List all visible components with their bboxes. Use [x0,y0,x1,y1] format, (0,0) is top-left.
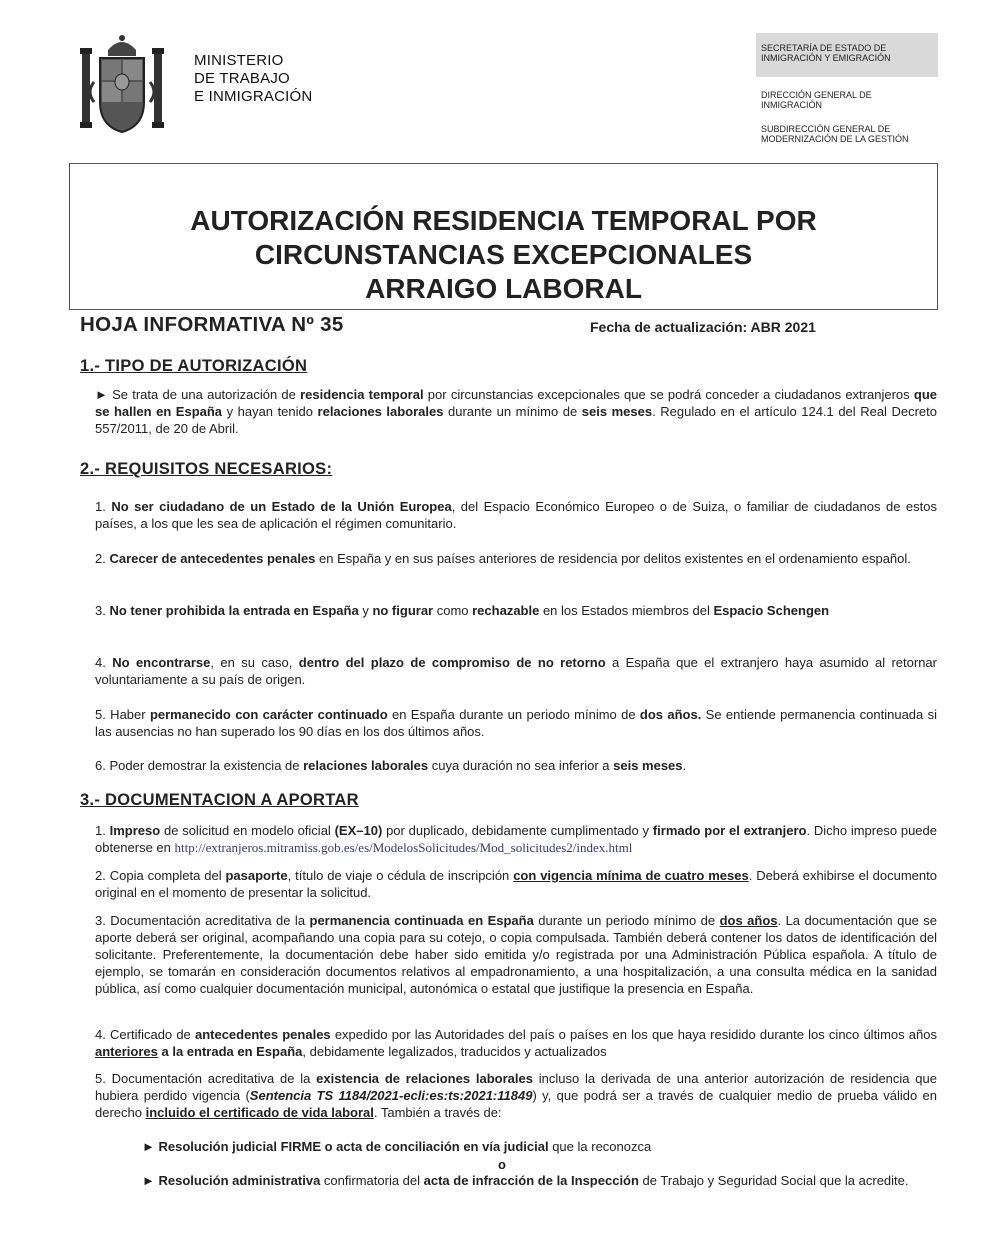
ministry-line-3: E INMIGRACIÓN [194,88,313,105]
ministry-line-1: MINISTERIO [194,52,284,69]
ministry-name [194,52,312,106]
documento-2: 2. Copia completa del pasaporte, título de viaje o cédula de inscripción con vigencia mínima de cuatro meses. Deberá exhibirse el documento original en el momento de presentar la solicitud. [95,868,937,900]
requisito-4: 4. No encontrarse, en su caso, dentro del plazo de compromiso de no retorno a España que el extranjero haya asumido al retornar voluntariamente a su país de origen. [95,655,937,687]
fecha-actualizacion: Fecha de actualización: ABR 2021 [590,319,816,335]
secretaria-text: SECRETARÍA DE ESTADO DE INMIGRACIÓN Y EMIGRACIÓN [761,43,891,63]
subdireccion-text: SUBDIRECCIÓN GENERAL DE MODERNIZACIÓN DE LA GESTIÓN [761,124,909,144]
direccion-text: DIRECCIÓN GENERAL DE INMIGRACIÓN [761,90,872,110]
section-2-heading: 2.- REQUISITOS NECESARIOS: [80,460,333,478]
documento-4: 4. Certificado de antecedentes penales expedido por las Autoridades del país o países en los que haya residido durante los cinco últimos años anteriores a la entrada en España, debidamente legalizados, traducidos y actualizados [95,1027,937,1059]
ex10-download-link[interactable]: http://extranjeros.mitramiss.gob.es/es/ModelosSolicitudes/Mod_solicitudes2/index.html [174,840,633,855]
requisito-5: 5. Haber permanecido con carácter continuado en España durante un periodo mínimo de dos años. Se entiende permanencia continuada si las ausencias no han superado los 90 días en los dos últimos años. [95,707,937,739]
requisito-2: 2. Carecer de antecedentes penales en España y en sus países anteriores de residencia por delitos existentes en el ordenamiento español. [95,551,911,566]
bullet-resolucion-judicial: ► Resolución judicial FIRME o acta de conciliación en vía judicial que la reconozca [142,1139,652,1154]
requisito-3: 3. No tener prohibida la entrada en España y no figurar como rechazable en los Estados miembros del Espacio Schengen [95,603,830,618]
documento-5: 5. Documentación acreditativa de la existencia de relaciones laborales incluso la derivada de una anterior autorización de residencia que hubiera perdido vigencia (Sentencia TS 1184/2021-ecli:es:ts:2021:11849) y, que podrá ser a través de cualquier medio de prueba válido en derecho incluido el certificado de vida laboral. También a través de: [95,1071,937,1120]
requisito-1: 1. No ser ciudadano de un Estado de la Unión Europea, del Espacio Económico Europeo o de Suiza, o familiar de ciudadanos de estos países, a los que les sea de aplicación el régimen comunitario. [95,499,937,531]
requisito-6: 6. Poder demostrar la existencia de relaciones laborales cuya duración no sea inferior a seis meses. [95,758,687,773]
arrow-icon: ► [142,1173,155,1188]
section-3-heading: 3.- DOCUMENTACION A APORTAR [80,791,359,809]
section-1-heading: 1.- TIPO DE AUTORIZACIÓN [80,357,308,375]
hoja-informativa: HOJA INFORMATIVA Nº 35 [80,313,344,336]
arrow-icon: ► [95,387,108,402]
title-line-2: CIRCUNSTANCIAS EXCEPCIONALES [254,239,753,270]
title-line-1: AUTORIZACIÓN RESIDENCIA TEMPORAL POR [190,205,817,236]
documento-1: 1. Impreso de solicitud en modelo oficial (EX–10) por duplicado, debidamente cumplimentado y firmado por el extranjero. Dicho impreso puede obtenerse en http://extranjeros.mitramiss.gob.es/es/ModelosSolicitudes/Mod_solicitudes2/index.html [95,823,937,855]
section-1-paragraph: ► Se trata de una autorización de residencia temporal por circunstancias excepcionales que se podrá conceder a ciudadanos extranjeros que se hallen en España y hayan tenido relaciones laborales durante un mínimo de seis meses. Regulado en el artículo 124.1 del Real Decreto 557/2011, de 20 de Abril. [95,387,937,436]
title-line-3: ARRAIGO LABORAL [365,273,642,304]
or-separator: o [498,1157,506,1172]
coat-of-arms-logo [80,32,164,136]
ministry-line-2: DE TRABAJO [194,70,290,87]
documento-3: 3. Documentación acreditativa de la permanencia continuada en España durante un periodo mínimo de dos años. La documentación que se aporte deberá ser original, acompañando una copia para su cotejo, o copia compulsada. También deberá contener los datos de identificación del solicitante. Preferentemente, la documentación debe haber sido emitida y/o registrada por una Administración Pública española. A título de ejemplo, se tomarán en consideración documentos relativos al empadronamiento, a una hospitalización, a una consulta médica en la sanidad pública, así como cualquier documentación municipal, autonómica o estatal que justifique la presencia en España. [95,913,937,996]
arrow-icon: ► [142,1139,155,1154]
bullet-resolucion-administrativa: ► Resolución administrativa confirmatoria del acta de infracción de la Inspección de Trabajo y Seguridad Social que la acredite. [142,1173,909,1188]
